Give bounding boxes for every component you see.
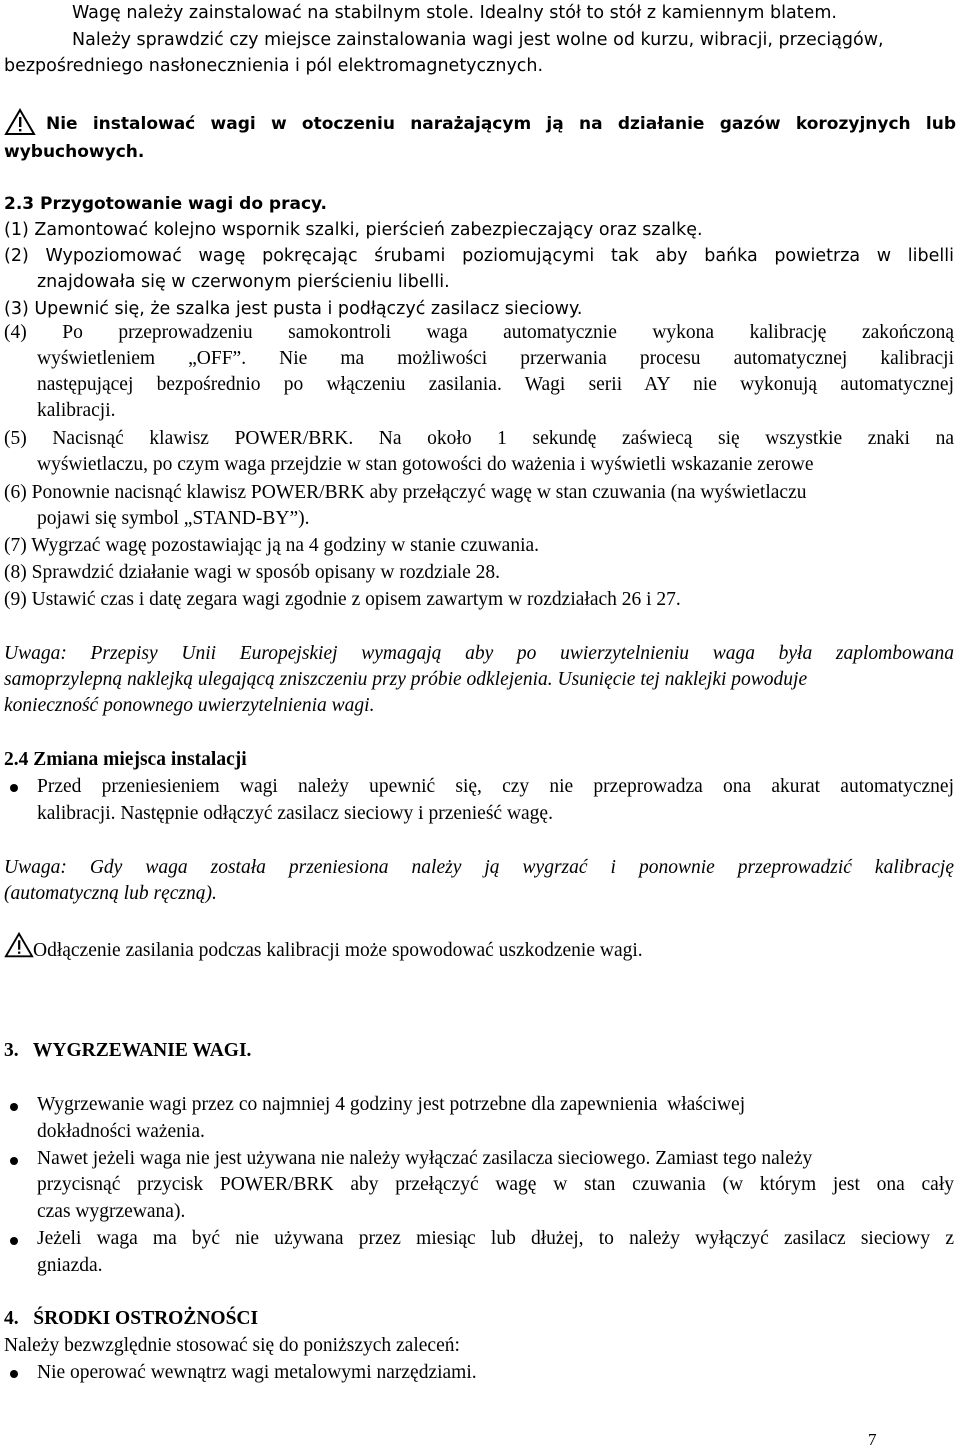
s4-bullet-1: Nie operować wewnątrz wagi metalowymi narzędziami. <box>37 1362 477 1383</box>
s23-item-1: (1) Zamontować kolejno wspornik szalki, pierścień zabezpieczający oraz szalkę. <box>4 220 703 240</box>
page-number: 7 <box>868 1430 877 1449</box>
note-2-line-2: (automatyczną lub ręczną). <box>4 883 217 904</box>
note-2-line-1: Uwaga: Gdy waga została przeniesiona należy ją wygrzać i ponownie przeprowadzić kalibrację <box>4 857 954 878</box>
bullet-icon <box>10 1370 18 1378</box>
s24-bullet-1a: Przed przeniesieniem wagi należy upewnić się, czy nie przeprowadza ona akurat automatycznej <box>37 776 954 797</box>
bullet-icon <box>10 1157 18 1165</box>
s23-item-7: (7) Wygrzać wagę pozostawiając ją na 4 godziny w stanie czuwania. <box>4 535 540 556</box>
bullet-icon <box>10 1103 18 1111</box>
section-3-title: 3. WYGRZEWANIE WAGI. <box>4 1040 252 1061</box>
warning-1-line-1: Nie instalować wagi w otoczeniu narażającym ją na działanie gazów korozyjnych lub <box>46 114 956 134</box>
s23-item-2b: znajdowała się w czerwonym pierścieniu libelli. <box>37 272 450 292</box>
warning-2-text: Odłączenie zasilania podczas kalibracji może spowodować uszkodzenie wagi. <box>33 940 643 961</box>
bullet-icon <box>10 784 18 792</box>
warning-triangle-icon <box>4 931 34 959</box>
warning-triangle-icon <box>4 108 36 136</box>
note-1-line-1: Uwaga: Przepisy Unii Europejskiej wymagają aby po uwierzytelnieniu waga była zaplombowana <box>4 643 954 664</box>
s23-item-2a: (2) Wypoziomować wagę pokręcając śrubami poziomującymi tak aby bańka powietrza w libelli <box>4 246 954 266</box>
s3-bullet-2a: Nawet jeżeli waga nie jest używana nie należy wyłączać zasilacza sieciowego. Zamiast tego należy <box>37 1148 813 1169</box>
s23-item-6a: (6) Ponownie nacisnąć klawisz POWER/BRK aby przełączyć wagę w stan czuwania (na wyświetlaczu <box>4 482 807 503</box>
s24-bullet-1b: kalibracji. Następnie odłączyć zasilacz sieciowy i przenieść wagę. <box>37 803 553 824</box>
bullet-icon <box>10 1237 18 1245</box>
section-2-4-title: 2.4 Zmiana miejsca instalacji <box>4 749 247 770</box>
s23-item-3: (3) Upewnić się, że szalka jest pusta i podłączyć zasilacz sieciowy. <box>4 299 583 319</box>
s3-bullet-2c: czas wygrzewana). <box>37 1201 186 1222</box>
intro-line-2: Należy sprawdzić czy miejsce zainstalowania wagi jest wolne od kurzu, wibracji, przeciągów, <box>72 30 884 50</box>
s23-item-6b: pojawi się symbol „STAND-BY”). <box>37 508 310 529</box>
s23-item-5a: (5) Nacisnąć klawisz POWER/BRK. Na około 1 sekundę zaświecą się wszystkie znaki na <box>4 428 954 449</box>
s23-item-4d: kalibracji. <box>37 400 116 421</box>
intro-line-3: bezpośredniego nasłonecznienia i pól elektromagnetycznych. <box>4 56 544 76</box>
note-1-line-3: konieczność ponownego uwierzytelnienia wagi. <box>4 695 375 716</box>
s23-item-4a: (4) Po przeprowadzeniu samokontroli waga automatycznie wykona kalibrację zakończoną <box>4 322 954 343</box>
s3-bullet-2b: przycisnąć przycisk POWER/BRK aby przełączyć wagę w stan czuwania (w którym jest ona cały <box>37 1174 954 1195</box>
intro-line-1: Wagę należy zainstalować na stabilnym stole. Idealny stół to stół z kamiennym blatem. <box>72 3 837 23</box>
s3-bullet-1b: dokładności ważenia. <box>37 1121 205 1142</box>
s3-bullet-3a: Jeżeli waga ma być nie używana przez miesiąc lub dłużej, to należy wyłączyć zasilacz sieciowy z <box>37 1228 954 1249</box>
s23-item-5b: wyświetlaczu, po czym waga przejdzie w stan gotowości do ważenia i wyświetli wskazanie zerowe <box>37 454 814 475</box>
s23-item-4b: wyświetleniem „OFF”. Nie ma możliwości przerwania procesu automatycznej kalibracji <box>37 348 954 369</box>
note-1-line-2: samoprzylepną naklejką ulegającą zniszczeniu przy próbie odklejenia. Usunięcie tej naklejki powoduje <box>4 669 808 690</box>
s3-bullet-3b: gniazda. <box>37 1255 103 1276</box>
s23-item-4c: następującej bezpośrednio po włączeniu zasilania. Wagi serii AY nie wykonują automatycznej <box>37 374 954 395</box>
section-4-title: 4. ŚRODKI OSTROŻNOŚCI <box>4 1308 259 1329</box>
s4-intro: Należy bezwzględnie stosować się do poniższych zaleceń: <box>4 1335 460 1356</box>
s23-item-9: (9) Ustawić czas i datę zegara wagi zgodnie z opisem zawartym w rozdziałach 26 i 27. <box>4 589 681 610</box>
s3-bullet-1a: Wygrzewanie wagi przez co najmniej 4 godziny jest potrzebne dla zapewnienia właściwej <box>37 1094 746 1115</box>
section-2-3-title: 2.3 Przygotowanie wagi do pracy. <box>4 194 327 214</box>
s23-item-8: (8) Sprawdzić działanie wagi w sposób opisany w rozdziale 28. <box>4 562 501 583</box>
warning-1-line-2: wybuchowych. <box>4 142 145 162</box>
